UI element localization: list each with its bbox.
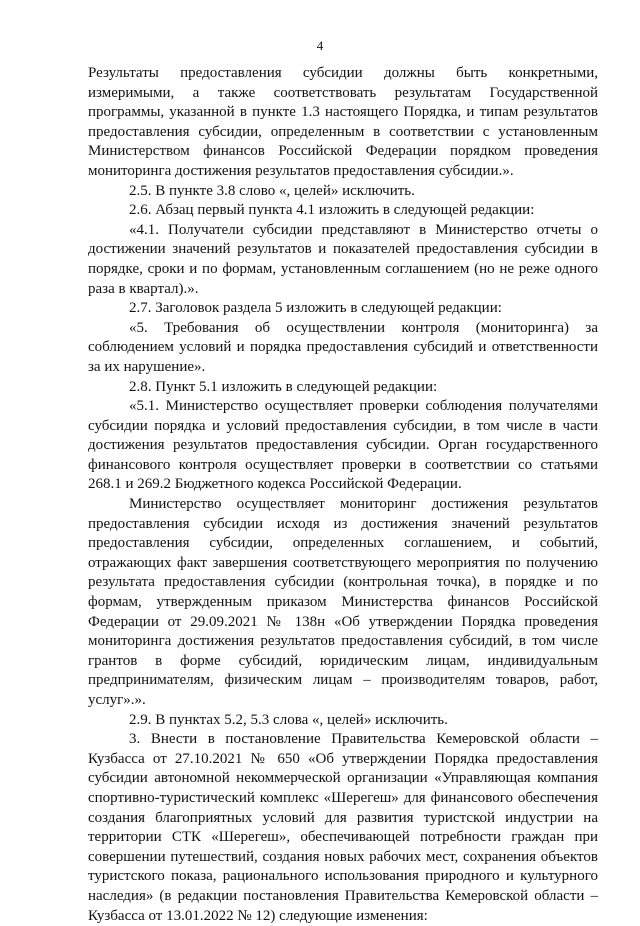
paragraph-results-continuation: Результаты предоставления субсидии должны быть конкретными, измеримыми, а также соответствовать результатам Государственной программы, указанной в пункте 1.3 настоящего Порядка, и типам результатов предоставления субсидии, определенным в соответствии с установленным Министерством финансов Российской Федерации порядком проведения мониторинга достижения результатов предоставления субсидии.». bbox=[88, 65, 598, 179]
paragraph-item-2-6: 2.6. Абзац первый пункта 4.1 изложить в следующей редакции: bbox=[129, 202, 535, 219]
paragraph-quote-section-5-title: «5. Требования об осуществлении контроля (мониторинга) за соблюдением условий и порядка предоставления субсидий и ответственности за их нарушение». bbox=[88, 319, 598, 375]
paragraph-quote-5-1: «5.1. Министерство осуществляет проверки соблюдения получателями субсидии порядка и условий предоставления субсидии, в том числе в части достижения результатов предоставления субсидии. Орган государственного финансового контроля осуществляет проверки в соответствии со статьями 268.1 и 269.2 Бюджетного кодекса Российской Федерации. bbox=[88, 398, 598, 493]
paragraph-item-2-7: 2.7. Заголовок раздела 5 изложить в следующей редакции: bbox=[129, 300, 502, 317]
paragraph-item-3: 3. Внести в постановление Правительства Кемеровской области – Кузбасса от 27.10.2021 № 650 «Об утверждении Порядка предоставления субсидии автономной некоммерческой организации «Управляющая компания спортивно-туристический комплекс «Шерегеш» для финансового обеспечения создания благоприятных условий для развития туристской индустрии на территории СТК «Шерегеш», обеспечивающей потребности граждан при совершении путешествий, создания новых рабочих мест, сохранения объектов туристского показа, рационального использования природного и культурного наследия» (в редакции постановления Правительства Кемеровской области – Кузбасса от 13.01.2022 № 12) следующие изменения: bbox=[88, 731, 598, 924]
paragraph-monitoring: Министерство осуществляет мониторинг достижения результатов предоставления субсидии исходя из достижения значений результатов предоставления субсидии, определенных соглашением, и событий, отражающих факт завершения соответствующего мероприятия по получению результата предоставления субсидии (контрольная точка), в порядке и по формам, утвержденным приказом Министерства финансов Российской Федерации от 29.09.2021 № 138н «Об утверждении Порядка проведения мониторинга достижения результатов предоставления субсидий, в том числе грантов в форме субсидий, юридическим лицам, индивидуальным предпринимателям, физическим лицам – производителям товаров, работ, услуг».». bbox=[88, 496, 598, 708]
page-number: 4 bbox=[316, 38, 324, 53]
document-body bbox=[88, 64, 598, 926]
paragraph-item-2-8: 2.8. Пункт 5.1 изложить в следующей редакции: bbox=[129, 378, 438, 395]
paragraph-item-2-9: 2.9. В пунктах 5.2, 5.3 слова «, целей» исключить. bbox=[129, 711, 448, 728]
paragraph-quote-4-1: «4.1. Получатели субсидии представляют в Министерство отчеты о достижении значений результатов и показателей предоставления субсидии в порядке, сроки и по формам, установленным соглашением (но не реже одного раза в квартал).». bbox=[88, 221, 598, 297]
paragraph-item-2-5: 2.5. В пункте 3.8 слово «, целей» исключить. bbox=[129, 182, 415, 199]
